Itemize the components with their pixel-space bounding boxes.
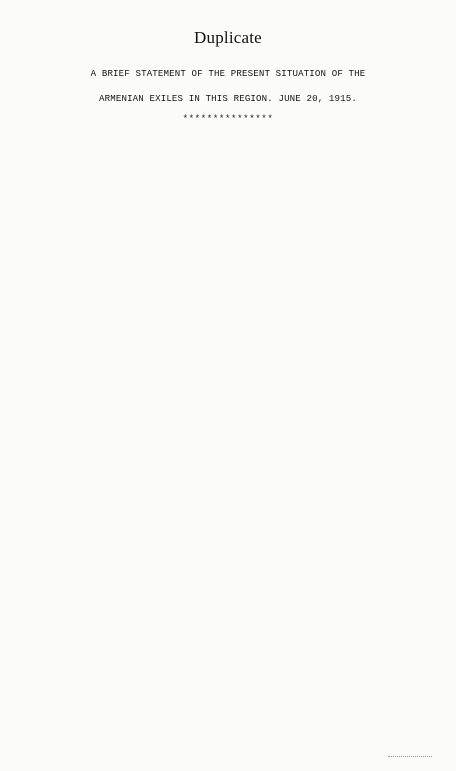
duplicate-header: Duplicate <box>194 28 262 47</box>
document-title-line-1: A BRIEF STATEMENT OF THE PRESENT SITUATION OF THE <box>90 68 366 79</box>
title-stars-divider: *************** <box>182 113 274 124</box>
torn-corner-mark <box>388 756 432 771</box>
document-title-line-2: ARMENIAN EXILES IN THIS REGION. JUNE 20, 1915. <box>99 93 357 104</box>
